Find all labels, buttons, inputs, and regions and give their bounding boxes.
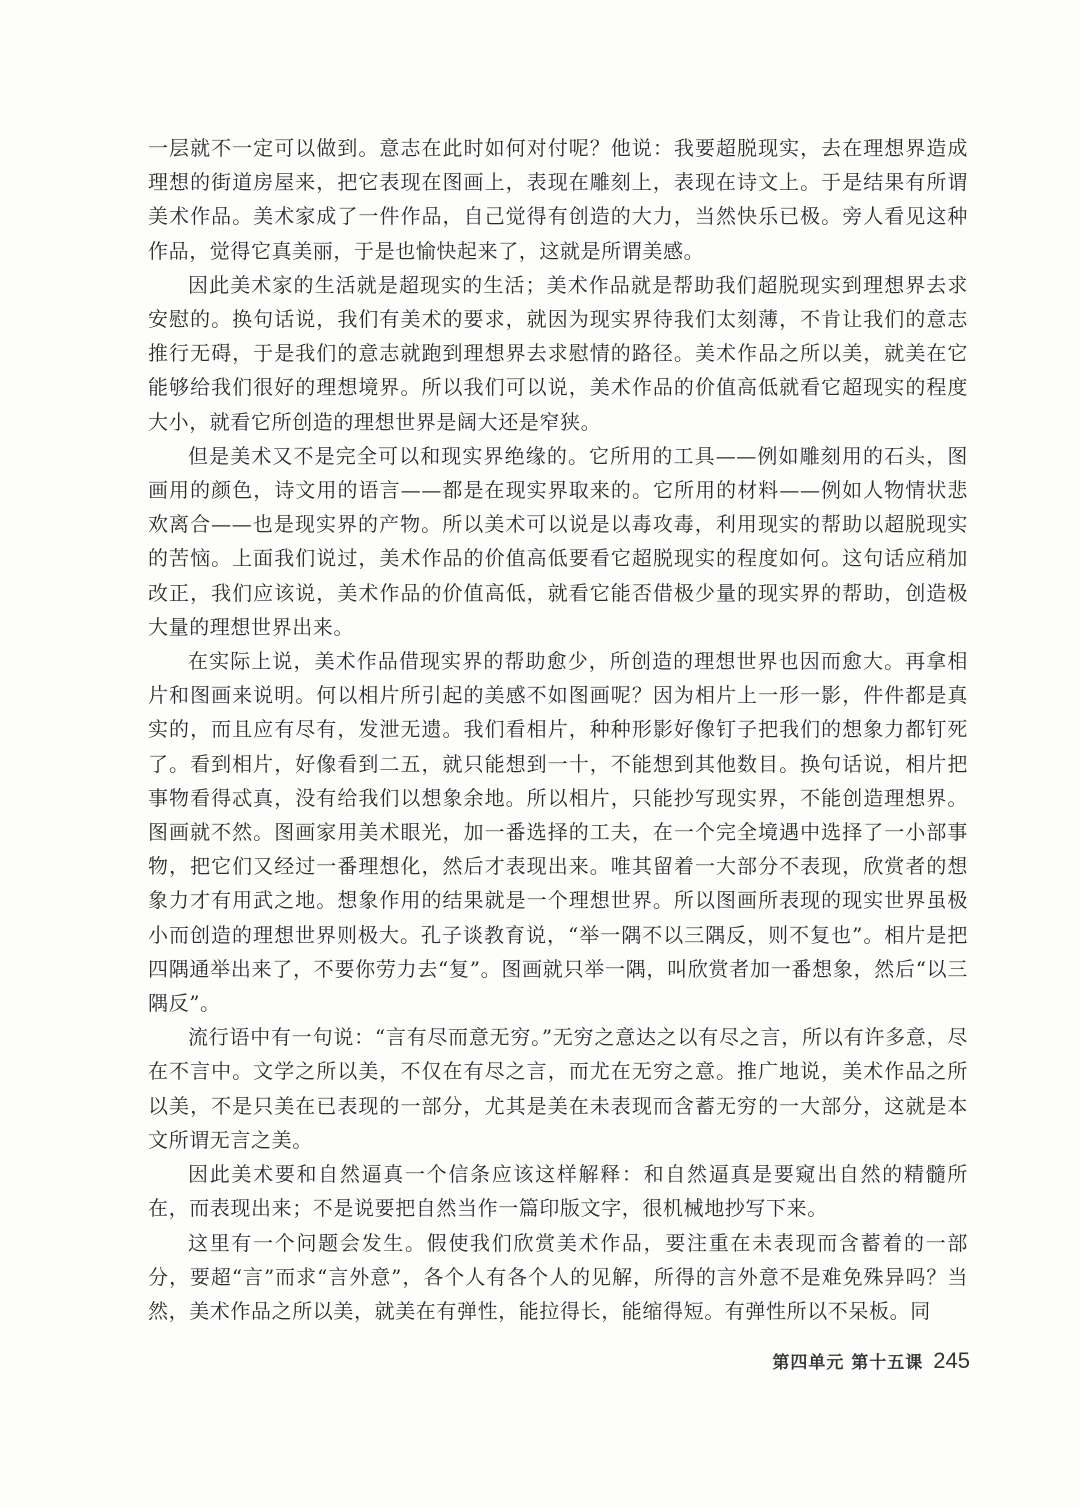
paragraph: 因此美术要和自然逼真一个信条应该这样解释：和自然逼真是要窥出自然的精髓所在，而表现出来；不是说要把自然当作一篇印版文字，很机械地抄写下来。 xyxy=(148,1162,968,1221)
paragraph: 因此美术家的生活就是超现实的生活；美术作品就是帮助我们超脱现实到理想界去求安慰的。换句话说，我们有美术的要求，就因为现实界待我们太刻薄，不肯让我们的意志推行无碍，于是我们的意志就跑到理想界去求慰情的路径。美术作品之所以美，就美在它能够给我们很好的理想境界。所以我们可以说，美术作品的价值高低就看它超现实的程度大小，就看它所创造的理想世界是阔大还是窄狭。 xyxy=(148,272,968,434)
unit-lesson-label: 第四单元 第十五课 xyxy=(772,1353,924,1373)
page-number: 245 xyxy=(933,1348,970,1373)
page-footer xyxy=(740,1348,970,1388)
paragraph: 这里有一个问题会发生。假使我们欣赏美术作品，要注重在未表现而含蓄着的一部分，要超“言”而求“言外意”，各个人有各个人的见解，所得的言外意不是难免殊异吗？当然，美术作品之所以美，就美在有弹性，能拉得长，能缩得短。有弹性所以不呆板。同 xyxy=(148,1230,968,1323)
paragraph-continued: 一层就不一定可以做到。意志在此时如何对付呢？他说：我要超脱现实，去在理想界造成理想的街道房屋来，把它表现在图画上，表现在雕刻上，表现在诗文上。于是结果有所谓美术作品。美术家成了一件作品，自己觉得有创造的大力，当然快乐已极。旁人看见这种作品，觉得它真美丽，于是也愉快起来了，这就是所谓美感。 xyxy=(148,136,968,263)
paragraph: 流行语中有一句说：“言有尽而意无穷。”无穷之意达之以有尽之言，所以有许多意，尽在不言中。文学之所以美，不仅在有尽之言，而尤在无穷之意。推广地说，美术作品之所以美，不是只美在已表现的一部分，尤其是美在未表现而含蓄无穷的一大部分，这就是本文所谓无言之美。 xyxy=(148,1025,968,1152)
paragraph: 在实际上说，美术作品借现实界的帮助愈少，所创造的理想世界也因而愈大。再拿相片和图画来说明。何以相片所引起的美感不如图画呢？因为相片上一形一影，件件都是真实的，而且应有尽有，发泄无遗。我们看相片，种种形影好像钉子把我们的想象力都钉死了。看到相片，好像看到二五，就只能想到一十，不能想到其他数目。换句话说，相片把事物看得忒真，没有给我们以想象余地。所以相片，只能抄写现实界，不能创造理想界。图画就不然。图画家用美术眼光，加一番选择的工夫，在一个完全境遇中选择了一小部事物，把它们又经过一番理想化，然后才表现出来。唯其留着一大部分不表现，欣赏者的想象力才有用武之地。想象作用的结果就是一个理想世界。所以图画所表现的现实世界虽极小而创造的理想世界则极大。孔子谈教育说，“举一隅不以三隅反，则不复也”。相片是把四隅通举出来了，不要你劳力去“复”。图画就只举一隅，叫欣赏者加一番想象，然后“以三隅反”。 xyxy=(148,649,968,1016)
body-text xyxy=(148,131,968,1328)
paragraph: 但是美术又不是完全可以和现实界绝缘的。它所用的工具——例如雕刻用的石头，图画用的颜色，诗文用的语言——都是在现实界取来的。它所用的材料——例如人物情状悲欢离合——也是现实界的产物。所以美术可以说是以毒攻毒，利用现实的帮助以超脱现实的苦恼。上面我们说过，美术作品的价值高低要看它超脱现实的程度如何。这句话应稍加改正，我们应该说，美术作品的价值高低，就看它能否借极少量的现实界的帮助，创造极大量的理想世界出来。 xyxy=(148,443,968,639)
